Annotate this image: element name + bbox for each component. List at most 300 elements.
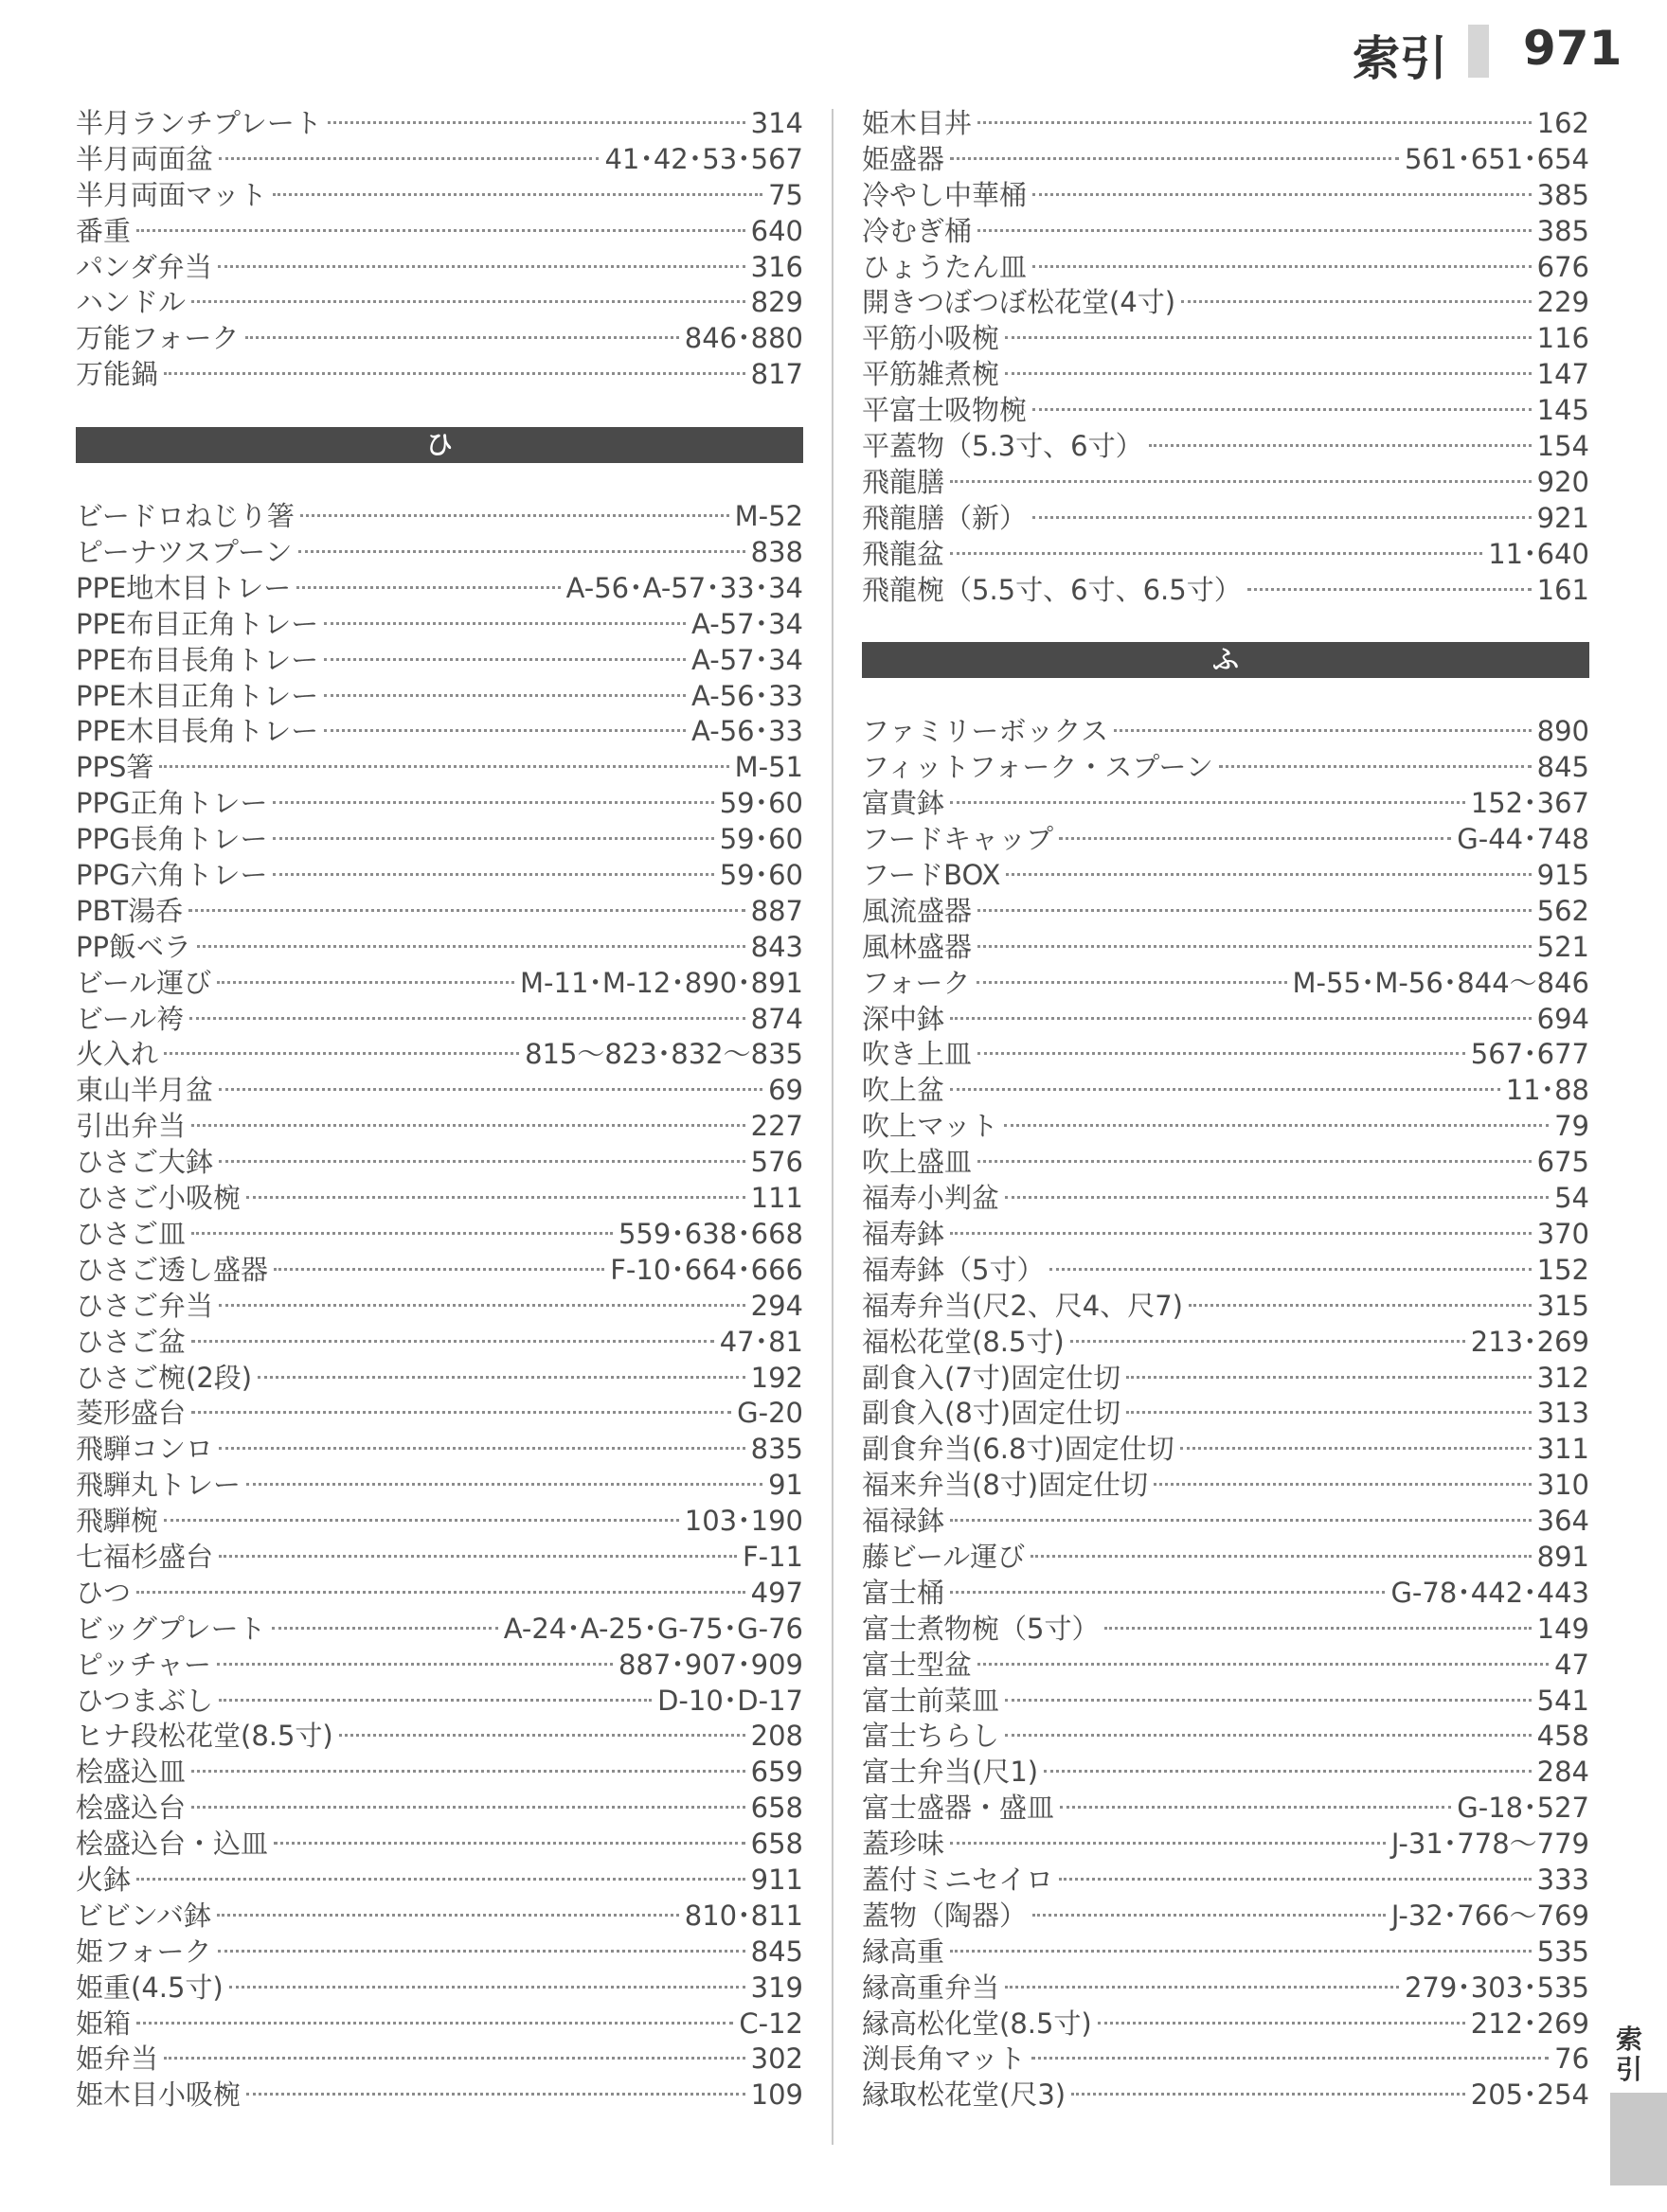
entry-page-ref: 891 (1536, 1540, 1589, 1573)
entry-name: フードBOX (862, 859, 1001, 892)
entry-name: 万能フォーク (76, 322, 240, 355)
entry-name: 飛龍膳（新） (862, 501, 1028, 534)
entry-name: 半月ランチプレート (76, 107, 322, 139)
dot-leader (159, 765, 728, 768)
entry-name: 吹上盛皿 (862, 1146, 973, 1179)
entry-page-ref: 911 (750, 1863, 803, 1896)
index-entry (76, 1648, 803, 1684)
entry-page-ref: 541 (1536, 1684, 1589, 1717)
entry-page-ref: 658 (750, 1792, 803, 1825)
side-tab-label-top: 索 (1615, 2024, 1642, 2055)
dot-leader (950, 1591, 1385, 1594)
dot-leader (950, 1519, 1532, 1522)
entry-page-ref: 279･303･535 (1404, 1971, 1589, 2004)
dot-leader (977, 981, 1287, 984)
entry-page-ref: 835 (750, 1433, 803, 1466)
index-entry (862, 2042, 1589, 2078)
entry-name: フードキャップ (862, 823, 1054, 856)
index-entry (862, 1325, 1589, 1361)
entry-name: 蓋物（陶器） (862, 1899, 1028, 1932)
dot-leader (1005, 1986, 1399, 1989)
entry-page-ref: J-32･766～769 (1390, 1899, 1589, 1932)
entry-page-ref: 116 (1536, 322, 1589, 355)
entry-name: 平筋雑煮椀 (862, 358, 1000, 391)
index-entry (76, 2007, 803, 2043)
entry-page-ref: 54 (1554, 1182, 1589, 1215)
index-entry (76, 1504, 803, 1540)
index-entry (862, 966, 1589, 1002)
entry-name: 副食入(7寸)固定仕切 (862, 1361, 1121, 1394)
entry-name: PPE布目正角トレー (76, 607, 319, 640)
entry-name: ファミリーボックス (862, 715, 1109, 748)
entry-page-ref: 319 (750, 1971, 803, 2004)
index-entry (862, 1361, 1589, 1397)
index-entry (862, 2007, 1589, 2043)
entry-page-ref: 152･367 (1470, 787, 1589, 820)
index-entry (76, 786, 803, 822)
dot-leader (191, 1232, 613, 1235)
entry-page-ref: 284 (1536, 1756, 1589, 1789)
entry-name: 飛龍盆 (862, 537, 945, 570)
entry-page-ref: A-24･A-25･G-75･G-76 (503, 1612, 803, 1645)
index-entry (862, 1181, 1589, 1217)
entry-name: 平筋小吸椀 (862, 322, 1000, 355)
entry-name: 福寿鉢（5寸） (862, 1253, 1045, 1286)
entry-page-ref: 497 (750, 1576, 803, 1609)
entry-name: 火鉢 (76, 1863, 132, 1896)
entry-name: 半月両面マット (76, 178, 267, 211)
dot-leader (219, 1304, 745, 1307)
dot-leader (219, 1447, 745, 1450)
entry-name: 引出弁当 (76, 1110, 187, 1143)
entry-name: 副食弁当(6.8寸)固定仕切 (862, 1433, 1174, 1466)
dot-leader (324, 622, 686, 625)
index-entry (76, 2042, 803, 2078)
index-entry (76, 1432, 803, 1468)
entry-name: ピーナツスプーン (76, 536, 293, 569)
entry-page-ref: 312 (1536, 1361, 1589, 1394)
dot-leader (219, 1088, 762, 1091)
dot-leader (164, 372, 745, 375)
entry-page-ref: 229 (1536, 286, 1589, 319)
entry-page-ref: 111 (750, 1182, 803, 1215)
dot-leader (950, 1842, 1386, 1845)
index-entry (862, 537, 1589, 573)
entry-name: 平富士吸物椀 (862, 394, 1028, 427)
index-entry (76, 930, 803, 966)
entry-name: PPG長角トレー (76, 823, 268, 856)
dot-leader (300, 514, 729, 517)
dot-leader (339, 1734, 745, 1737)
index-entry (862, 106, 1589, 142)
index-entry (76, 1971, 803, 2007)
entry-name: 東山半月盆 (76, 1074, 214, 1107)
dot-leader (272, 1627, 498, 1630)
index-entry (862, 1755, 1589, 1791)
dot-leader (1247, 588, 1532, 591)
entry-name: 姫盛器 (862, 142, 945, 175)
dot-leader (1180, 1447, 1532, 1450)
entry-page-ref: 313 (1536, 1397, 1589, 1430)
dot-leader (1044, 1770, 1532, 1773)
dot-leader (950, 801, 1465, 804)
entry-page-ref: 333 (1536, 1863, 1589, 1896)
dot-leader (1114, 729, 1532, 732)
dot-leader (328, 121, 745, 124)
index-entry (862, 1253, 1589, 1289)
index-title: 索引 (1353, 31, 1447, 86)
index-entry (76, 966, 803, 1002)
index-entry (76, 535, 803, 571)
entry-name: 福松花堂(8.5寸) (862, 1325, 1065, 1358)
index-entry (862, 1540, 1589, 1576)
dot-leader (1189, 1304, 1532, 1307)
entry-name: 富士型盆 (862, 1648, 973, 1681)
entry-page-ref: 294 (750, 1289, 803, 1322)
index-entry (76, 1037, 803, 1073)
entry-name: PPE木目正角トレー (76, 679, 319, 712)
entry-name: 福寿鉢 (862, 1217, 945, 1250)
entry-page-ref: 149 (1536, 1612, 1589, 1645)
index-entry (76, 1576, 803, 1612)
entry-name: ひさご小吸椀 (76, 1182, 242, 1215)
entry-name: 冷むぎ桶 (862, 214, 973, 247)
dot-leader (1006, 873, 1531, 876)
dot-leader (136, 1878, 745, 1881)
dot-leader (191, 300, 745, 303)
dot-leader (197, 945, 745, 948)
entry-name: ひさご大鉢 (76, 1146, 214, 1179)
entry-name: PPG六角トレー (76, 859, 268, 892)
index-entry (862, 1037, 1589, 1073)
dot-leader (324, 694, 686, 697)
entry-page-ref: 47･81 (719, 1325, 803, 1358)
dot-leader (1005, 1196, 1549, 1199)
entry-page-ref: J-31･778～779 (1390, 1828, 1589, 1861)
index-entry (862, 285, 1589, 321)
entry-page-ref: 874 (750, 1002, 803, 1035)
dot-leader (136, 2022, 733, 2025)
column-divider (832, 109, 834, 2145)
dot-leader (273, 193, 762, 196)
entry-name: 姫重(4.5寸) (76, 1971, 224, 2004)
index-entry (862, 393, 1589, 429)
entry-page-ref: A-57･34 (691, 643, 803, 676)
entry-name: 副食入(8寸)固定仕切 (862, 1397, 1121, 1430)
entry-name: 風林盛器 (862, 930, 973, 963)
entry-page-ref: 676 (1536, 250, 1589, 283)
dot-leader (246, 2093, 745, 2096)
dot-leader (219, 157, 599, 160)
index-entry (862, 321, 1589, 357)
dot-leader (217, 981, 514, 984)
entry-name: PPE布目長角トレー (76, 643, 319, 676)
index-entry (862, 1576, 1589, 1612)
entry-name: 姫フォーク (76, 1935, 212, 1968)
entry-name: ひさご椀(2段) (76, 1361, 253, 1394)
index-entry (76, 106, 803, 142)
dot-leader (1031, 2057, 1549, 2060)
entry-page-ref: 41･42･53･567 (604, 142, 803, 175)
entry-name: ひさご皿 (76, 1217, 187, 1250)
dot-leader (229, 1986, 745, 1989)
header-divider-bar (1468, 25, 1489, 78)
entry-page-ref: 385 (1536, 214, 1589, 247)
dot-leader (191, 1340, 714, 1343)
entry-page-ref: G-18･527 (1457, 1792, 1589, 1825)
dot-leader (164, 2057, 745, 2060)
entry-page-ref: 11･640 (1488, 537, 1589, 570)
entry-name: 菱形盛台 (76, 1397, 187, 1430)
entry-name: ひさご透し盛器 (76, 1253, 269, 1286)
index-entry (862, 573, 1589, 609)
entry-name: PPE地木目トレー (76, 571, 292, 604)
dot-leader (191, 1124, 745, 1127)
entry-page-ref: 192 (750, 1361, 803, 1394)
dot-leader (1031, 1555, 1531, 1558)
index-entry (862, 178, 1589, 214)
entry-page-ref: 316 (750, 250, 803, 283)
entry-page-ref: A-56･33 (691, 715, 803, 748)
entry-page-ref: M-11･M-12･890･891 (520, 966, 803, 999)
index-entry (76, 1181, 803, 1217)
dot-leader (977, 1663, 1549, 1666)
dot-leader (219, 1699, 652, 1702)
entry-page-ref: 887･907･909 (618, 1648, 803, 1681)
index-entry (862, 1791, 1589, 1827)
side-tab-block (1610, 2093, 1667, 2185)
index-entry (76, 357, 803, 393)
entry-name: 飛騨丸トレー (76, 1469, 242, 1502)
entry-page-ref: A-56･33 (691, 679, 803, 712)
entry-name: ビール袴 (76, 1002, 185, 1035)
entry-name: 番重 (76, 214, 132, 247)
entry-page-ref: 890 (1536, 715, 1589, 748)
index-entry (862, 1612, 1589, 1648)
entry-page-ref: 364 (1536, 1505, 1589, 1538)
index-entry (862, 1827, 1589, 1863)
entry-page-ref: 658 (750, 1828, 803, 1861)
entry-page-ref: 315 (1536, 1289, 1589, 1322)
index-entry (862, 465, 1589, 501)
entry-name: ビードロねじり箸 (76, 500, 295, 533)
index-entry (862, 1648, 1589, 1684)
index-entry (76, 571, 803, 607)
index-entry (76, 1073, 803, 1109)
index-entry (76, 1684, 803, 1720)
index-entry (862, 214, 1589, 250)
dot-leader (218, 265, 745, 268)
entry-name: 渕長角マット (862, 2043, 1026, 2076)
entry-page-ref: 162 (1536, 107, 1589, 139)
dot-leader (189, 1017, 744, 1020)
page-number: 971 (1523, 21, 1622, 76)
right-column (862, 106, 1589, 2114)
entry-name: 富士桶 (862, 1576, 945, 1609)
entry-name: 縁高松化堂(8.5寸) (862, 2007, 1092, 2040)
dot-leader (1032, 408, 1532, 411)
index-entry (76, 1109, 803, 1145)
entry-name: 縁高重 (862, 1935, 945, 1968)
index-entry (862, 858, 1589, 894)
index-entry (76, 1540, 803, 1576)
dot-leader (950, 1088, 1500, 1091)
entry-page-ref: 845 (1536, 751, 1589, 784)
dot-leader (298, 550, 745, 553)
index-entry (76, 714, 803, 750)
entry-page-ref: 920 (1536, 465, 1589, 498)
index-entry (862, 750, 1589, 786)
entry-page-ref: 817 (750, 358, 803, 391)
entry-page-ref: G-20 (737, 1397, 803, 1430)
entry-page-ref: C-12 (739, 2007, 803, 2040)
index-entry (76, 1396, 803, 1432)
entry-name: 吹上盆 (862, 1074, 945, 1107)
dot-leader (218, 1950, 745, 1953)
entry-page-ref: 915 (1536, 859, 1589, 892)
entry-page-ref: 843 (750, 930, 803, 963)
index-entry (862, 1684, 1589, 1720)
dot-leader (950, 157, 1399, 160)
dot-leader (191, 1411, 731, 1414)
dot-leader (950, 552, 1482, 555)
index-entry (76, 1145, 803, 1181)
section-header-hi: ひ (76, 427, 803, 463)
dot-leader (1032, 1914, 1386, 1917)
index-entry (862, 1468, 1589, 1504)
entry-page-ref: 91 (768, 1469, 803, 1502)
index-entry (862, 1432, 1589, 1468)
entry-page-ref: 521 (1536, 930, 1589, 963)
index-entry (862, 142, 1589, 178)
dot-leader (1032, 265, 1532, 268)
entry-page-ref: A-57･34 (691, 607, 803, 640)
index-entry (76, 1719, 803, 1755)
dot-leader (273, 801, 713, 804)
entry-page-ref: D-10･D-17 (657, 1684, 803, 1717)
index-entry (76, 1361, 803, 1397)
entry-name: 半月両面盆 (76, 142, 214, 175)
entry-page-ref: 640 (750, 214, 803, 247)
entry-name: 姫弁当 (76, 2043, 159, 2076)
dot-leader (1005, 1699, 1532, 1702)
entry-page-ref: 109 (750, 2078, 803, 2112)
entry-page-ref: 535 (1536, 1935, 1589, 1968)
entry-name: PPG正角トレー (76, 787, 268, 820)
entry-list-ha (76, 106, 803, 393)
entry-name: 万能鍋 (76, 358, 159, 391)
entry-name: PPS箸 (76, 751, 154, 784)
dot-leader (977, 1160, 1532, 1163)
dot-leader (1049, 1268, 1531, 1271)
entry-page-ref: 152 (1536, 1253, 1589, 1286)
index-entry (76, 142, 803, 178)
entry-name: ビッグプレート (76, 1612, 266, 1645)
entry-page-ref: 815～823･832～835 (525, 1038, 803, 1071)
entry-name: ひさご弁当 (76, 1289, 214, 1322)
index-entry (76, 1755, 803, 1791)
entry-page-ref: 69 (768, 1074, 803, 1107)
index-entry (76, 643, 803, 679)
entry-page-ref: 76 (1554, 2043, 1589, 2076)
entry-page-ref: 562 (1536, 894, 1589, 927)
entry-name: 吹き上皿 (862, 1038, 973, 1071)
entry-page-ref: 161 (1536, 573, 1589, 606)
index-entry (862, 501, 1589, 537)
dot-leader (977, 121, 1532, 124)
dot-leader (164, 1052, 519, 1055)
index-entry (76, 1217, 803, 1253)
entry-page-ref: 103･190 (684, 1505, 803, 1538)
entry-name: 藤ビール運び (862, 1540, 1026, 1573)
entry-name: 福禄鉢 (862, 1505, 945, 1538)
entry-page-ref: 208 (750, 1720, 803, 1753)
dot-leader (136, 1591, 745, 1594)
index-entry (76, 1791, 803, 1827)
entry-name: フィットフォーク・スプーン (862, 751, 1213, 784)
index-entry (76, 858, 803, 894)
index-entry (862, 1504, 1589, 1540)
entry-name: 開きつぼつぼ松花堂(4寸) (862, 286, 1176, 319)
entry-name: ひつまぶし (76, 1684, 214, 1717)
entry-name: 飛騨コンロ (76, 1433, 214, 1466)
dot-leader (274, 1842, 745, 1845)
index-entry (862, 1396, 1589, 1432)
entry-name: 姫木目小吸椀 (76, 2078, 242, 2112)
entry-name: 富士盛器・盛皿 (862, 1792, 1055, 1825)
index-entry (76, 1002, 803, 1038)
entry-page-ref: 659 (750, 1756, 803, 1789)
entry-name: 桧盛込台・込皿 (76, 1828, 269, 1861)
entry-list-hi (76, 499, 803, 2114)
dot-leader (1149, 444, 1532, 447)
index-entry (862, 1002, 1589, 1038)
dot-leader (1005, 1734, 1532, 1737)
entry-page-ref: 302 (750, 2043, 803, 2076)
index-entry (862, 357, 1589, 393)
index-entry (76, 1935, 803, 1971)
dot-leader (1070, 1340, 1465, 1343)
index-entry (862, 714, 1589, 750)
entry-name: 富士ちらし (862, 1720, 1000, 1753)
dot-leader (188, 909, 745, 912)
entry-name: PPE木目長角トレー (76, 715, 319, 748)
index-entry (76, 1899, 803, 1935)
entry-page-ref: F-10･664･666 (610, 1253, 803, 1286)
dot-leader (1219, 765, 1532, 768)
index-entry (862, 2078, 1589, 2114)
entry-name: ビビンバ鉢 (76, 1899, 211, 1932)
entry-name: ピッチャー (76, 1648, 211, 1681)
dot-leader (1181, 300, 1532, 303)
entry-page-ref: G-44･748 (1457, 823, 1589, 856)
index-entry (76, 1289, 803, 1325)
dot-leader (950, 1232, 1532, 1235)
entry-name: 蓋付ミニセイロ (862, 1863, 1054, 1896)
index-entry (862, 930, 1589, 966)
side-index-tab (1610, 2025, 1648, 2085)
entry-name: ヒナ段松花堂(8.5寸) (76, 1720, 333, 1753)
entry-page-ref: 227 (750, 1110, 803, 1143)
index-entry (76, 1863, 803, 1899)
entry-list-hi-cont (862, 106, 1589, 608)
index-entry (76, 499, 803, 535)
entry-page-ref: 561･651･654 (1404, 142, 1589, 175)
entry-name: PP飯ベラ (76, 930, 191, 963)
index-entry (76, 250, 803, 286)
entry-page-ref: 79 (1554, 1110, 1589, 1143)
dot-leader (1059, 837, 1451, 840)
